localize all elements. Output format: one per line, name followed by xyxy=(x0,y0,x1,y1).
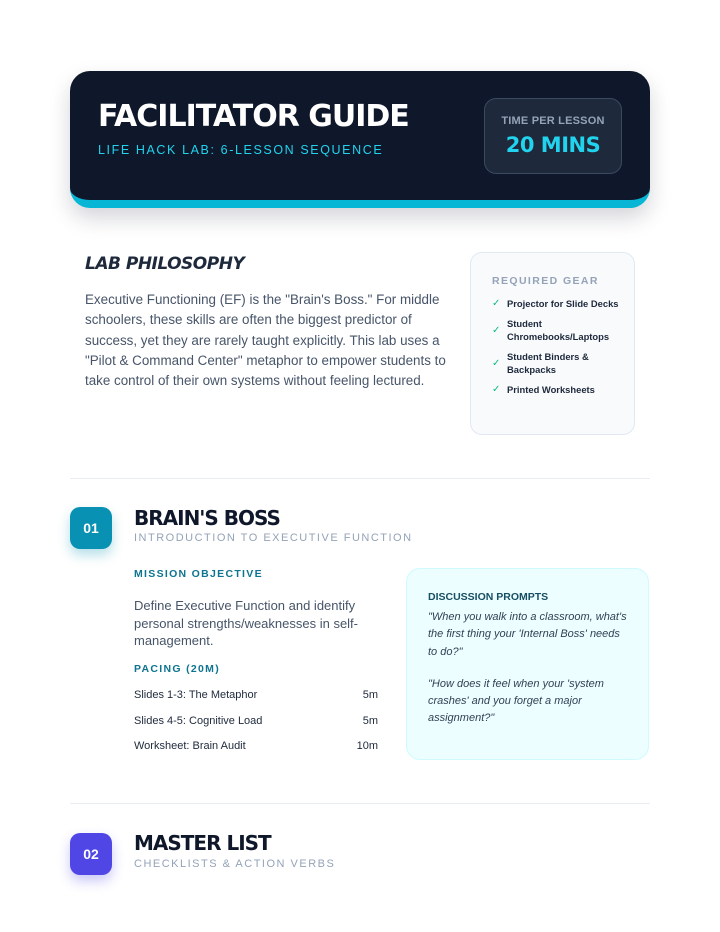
discussion-prompt: "How does it feel when your 'system crashes' and you forget a major assignment?" xyxy=(428,677,604,725)
pacing-row xyxy=(134,715,378,741)
section-divider xyxy=(70,478,650,479)
pacing-time: 5m xyxy=(362,689,378,701)
gear-item xyxy=(492,317,622,343)
page-subtitle: LIFE HACK LAB: 6-LESSON SEQUENCE xyxy=(98,143,384,157)
pacing-row xyxy=(134,689,378,715)
checkmark-icon: ✓ xyxy=(492,324,501,336)
philosophy-text: Executive Functioning (EF) is the "Brain's Boss." For middle schoolers, these skills are often the biggest predictor of success, yet they are rarely taught explicitly. This lab uses a "Pilot & Command Center" metaphor to empower students to take control of their own systems without feeling lectured. xyxy=(85,292,446,389)
pacing-time: 5m xyxy=(362,714,378,727)
gear-item-label: Student Binders & Backpacks xyxy=(507,351,589,375)
pacing-item: Worksheet: Brain Audit xyxy=(134,740,246,752)
discussion-prompts-card xyxy=(406,568,649,760)
lesson-subtitle: CHECKLISTS & ACTION VERBS xyxy=(134,858,336,870)
section-divider xyxy=(70,803,650,804)
time-value: 20 MINS xyxy=(505,133,601,157)
lesson-subtitle: INTRODUCTION TO EXECUTIVE FUNCTION xyxy=(134,532,413,544)
required-gear-card xyxy=(470,252,635,435)
gear-item xyxy=(492,350,622,376)
gear-item-label: Student Chromebooks/Laptops xyxy=(507,318,610,342)
checkmark-icon: ✓ xyxy=(492,298,501,309)
time-label: TIME PER LESSON xyxy=(501,115,605,127)
pacing-table xyxy=(134,689,378,766)
checkmark-icon: ✓ xyxy=(492,384,501,395)
gear-item xyxy=(492,297,622,310)
gear-item-label: Printed Worksheets xyxy=(507,384,595,395)
pacing-item: Slides 1-3: The Metaphor xyxy=(134,689,258,701)
guide-header xyxy=(70,71,650,208)
lesson-title: MASTER LIST xyxy=(134,831,271,855)
gear-heading: REQUIRED GEAR xyxy=(492,275,599,287)
pacing-item: Slides 4-5: Cognitive Load xyxy=(134,714,263,727)
discussion-prompts-heading: DISCUSSION PROMPTS xyxy=(428,591,549,603)
pacing-row xyxy=(134,740,378,766)
mission-objective-label: MISSION OBJECTIVE xyxy=(134,568,263,580)
mission-objective-text: Define Executive Function and identify personal strengths/weaknesses in self-management. xyxy=(134,598,359,648)
lesson-number-badge: 02 xyxy=(70,833,112,875)
page-title: FACILITATOR GUIDE xyxy=(98,99,409,134)
checkmark-icon: ✓ xyxy=(492,357,501,369)
gear-item-label: Projector for Slide Decks xyxy=(507,298,619,309)
lesson-title: BRAIN'S BOSS xyxy=(134,506,280,530)
lesson-number-badge: 01 xyxy=(70,507,112,549)
pacing-label: PACING (20M) xyxy=(134,663,220,675)
gear-item xyxy=(492,383,622,396)
time-per-lesson-box xyxy=(484,98,622,174)
pacing-time: 10m xyxy=(356,740,378,752)
discussion-prompt: "When you walk into a classroom, what's the first thing your 'Internal Boss' needs to do?" xyxy=(428,611,627,658)
gear-list xyxy=(492,297,622,396)
philosophy-heading: LAB PHILOSOPHY xyxy=(85,254,245,274)
